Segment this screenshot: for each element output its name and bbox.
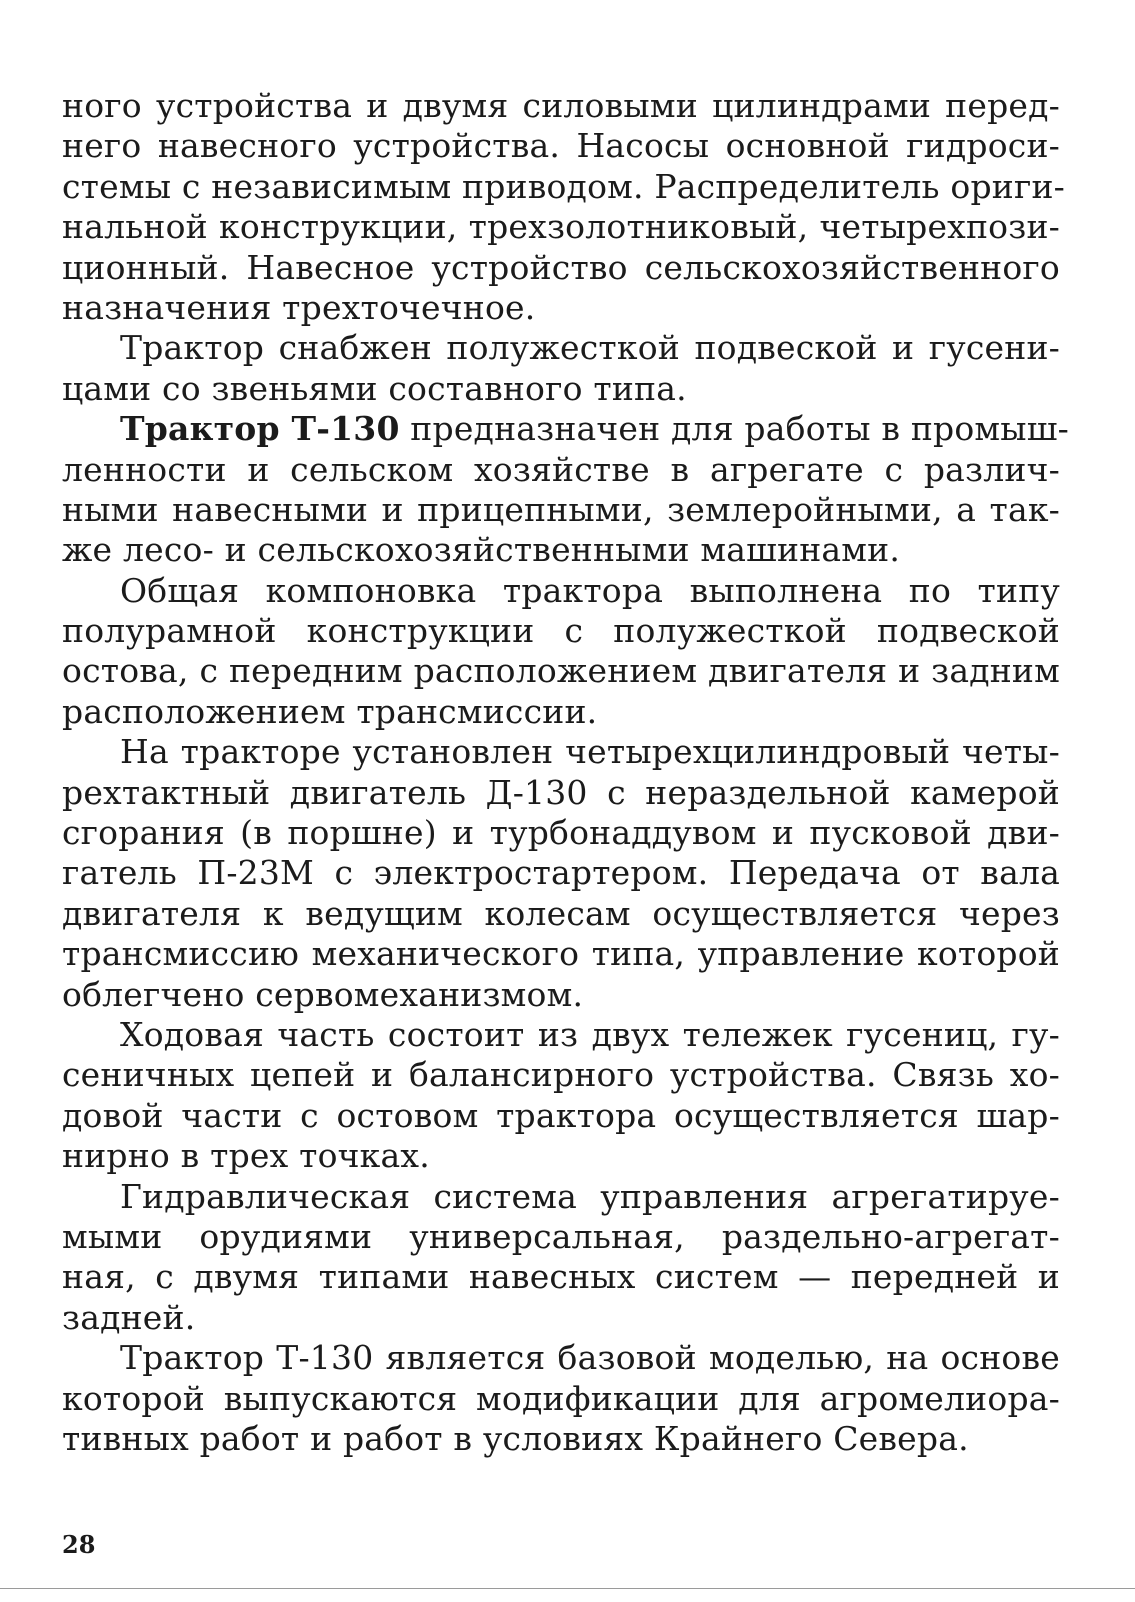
text-line: ными навесными и прицепными, землеройными, а так- bbox=[62, 489, 1060, 529]
page-bottom-edge bbox=[0, 1588, 1135, 1602]
text-line: Трактор снабжен полужесткой подвеской и гусени- bbox=[120, 328, 1060, 368]
paragraph bbox=[62, 1177, 1060, 1339]
paragraph bbox=[62, 1338, 1060, 1459]
text-line: нирно в трех точках. bbox=[62, 1136, 430, 1176]
text-line: сгорания (в поршне) и турбонаддувом и пусковой дви- bbox=[62, 813, 1060, 853]
text-line: цами со звеньями составного типа. bbox=[62, 368, 687, 408]
text-line-rest: предназначен для работы в промыш- bbox=[399, 409, 1069, 449]
paragraph bbox=[62, 409, 1069, 571]
text-line: трансмиссию механического типа, управление которой bbox=[62, 934, 1060, 974]
text-line: Общая компоновка трактора выполнена по типу bbox=[120, 570, 1060, 610]
text-line: него навесного устройства. Насосы основной гидроси- bbox=[62, 126, 1060, 166]
text-line: Ходовая часть состоит из двух тележек гусениц, гу- bbox=[120, 1014, 1060, 1054]
text-line: которой выпускаются модификации для агромелиора- bbox=[62, 1378, 1060, 1418]
text-line: назначения трехточечное. bbox=[62, 287, 536, 327]
paragraph bbox=[62, 1015, 1060, 1177]
text-line: сеничных цепей и балансирного устройства. Связь хо- bbox=[62, 1055, 1060, 1095]
text-line: полурамной конструкции с полужесткой подвеской bbox=[62, 611, 1060, 651]
text-line: ленности и сельском хозяйстве в агрегате с различ- bbox=[62, 449, 1060, 489]
bold-term: Трактор Т-130 bbox=[120, 409, 400, 449]
text-line: мыми орудиями универсальная, раздельно-агрегат- bbox=[62, 1216, 1060, 1256]
text-line: стемы с независимым приводом. Распределитель ориги- bbox=[62, 166, 1066, 206]
text-line: нальной конструкции, трехзолотниковый, четырехпози- bbox=[62, 207, 1060, 247]
text-line: рехтактный двигатель Д-130 с нераздельной камерой bbox=[62, 772, 1060, 812]
text-line: тивных работ и работ в условиях Крайнего Севера. bbox=[62, 1418, 969, 1458]
paragraph bbox=[62, 571, 1060, 733]
page-number: 28 bbox=[62, 1530, 96, 1559]
paragraph bbox=[62, 86, 1066, 328]
text-line: довой части с остовом трактора осуществляется шар- bbox=[62, 1095, 1060, 1135]
text-line: же лесо- и сельскохозяйственными машинами. bbox=[62, 530, 901, 570]
text-line: ного устройства и двумя силовыми цилиндрами перед- bbox=[62, 86, 1060, 125]
text-line bbox=[62, 409, 1069, 449]
text-line: гатель П-23М с электростартером. Передача от вала bbox=[62, 853, 1060, 893]
paragraph bbox=[62, 328, 1060, 409]
text-line: остова, с передним расположением двигателя и задним bbox=[62, 651, 1060, 691]
text-line: расположением трансмиссии. bbox=[62, 691, 598, 731]
text-line: Гидравлическая система управления агрегатируе- bbox=[120, 1176, 1060, 1216]
text-line: облегчено сервомеханизмом. bbox=[62, 974, 584, 1014]
text-line: задней. bbox=[62, 1297, 196, 1337]
text-line: ная, с двумя типами навесных систем — передней и bbox=[62, 1257, 1060, 1297]
body-text bbox=[62, 86, 1069, 1459]
text-line: двигателя к ведущим колесам осуществляется через bbox=[62, 893, 1060, 933]
text-line: ционный. Навесное устройство сельскохозяйственного bbox=[62, 247, 1060, 287]
text-line: На тракторе установлен четырехцилиндровый четы- bbox=[120, 732, 1060, 772]
paragraph bbox=[62, 732, 1060, 1015]
text-line: Трактор Т-130 является базовой моделью, на основе bbox=[120, 1338, 1060, 1378]
